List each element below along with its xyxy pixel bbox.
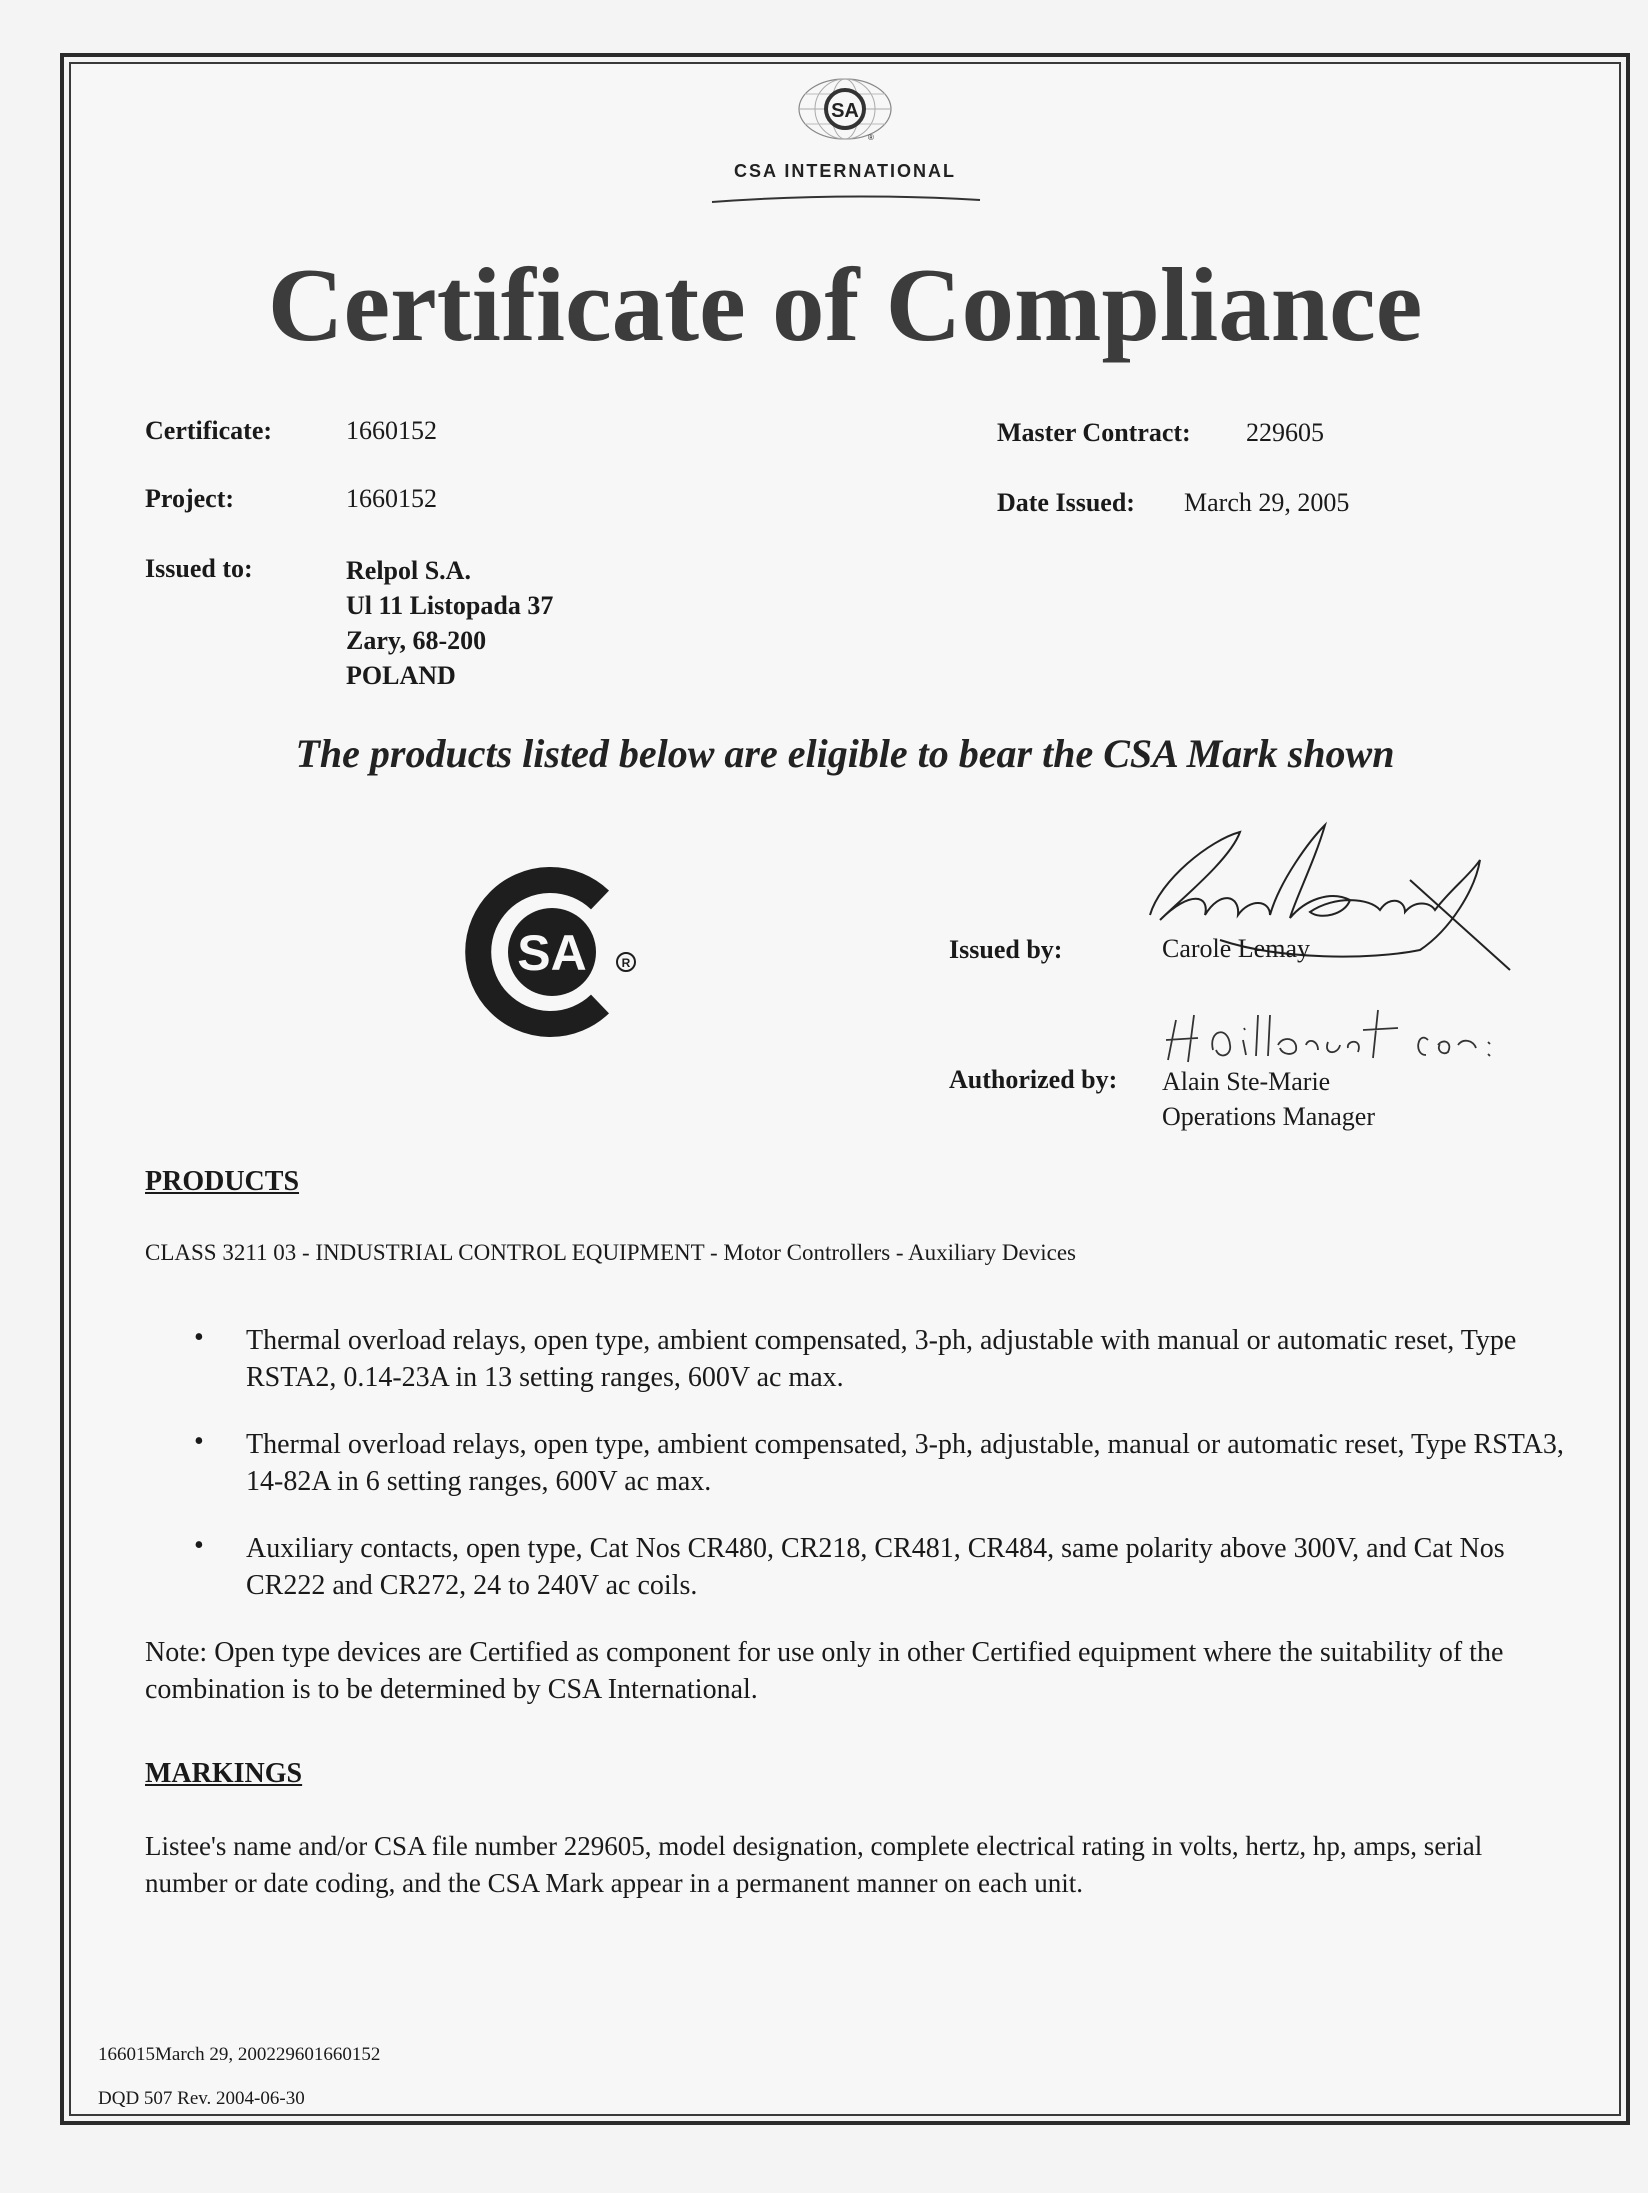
date-issued-label: Date Issued: [997, 488, 1135, 517]
svg-text:®: ® [868, 133, 874, 142]
authorized-by-label: Authorized by: [949, 1065, 1118, 1094]
markings-heading: MARKINGS [145, 1758, 303, 1789]
address-line: POLAND [346, 661, 456, 690]
issued-to-label: Issued to: [145, 554, 253, 583]
bullet-icon: • [194, 1426, 204, 1457]
issued-by-name: Carole Lemay [1162, 934, 1310, 963]
bullet-icon: • [194, 1322, 204, 1353]
products-heading: PRODUCTS [145, 1166, 300, 1197]
certificate-number: 1660152 [346, 416, 437, 445]
authorization-signature [1158, 1000, 1528, 1070]
csa-international-logo [720, 76, 970, 211]
certificate-title: Certificate of Compliance [267, 246, 1423, 363]
csa-mark-icon [460, 862, 650, 1042]
address-line: Ul 11 Listopada 37 [346, 591, 554, 620]
issued-by-label: Issued by: [949, 935, 1063, 964]
product-class-line: CLASS 3211 03 - INDUSTRIAL CONTROL EQUIPMENT - Motor Controllers - Auxiliary Devices [145, 1240, 1077, 1265]
product-item: Thermal overload relays, open type, ambient compensated, 3-ph, adjustable, manual or automatic reset, Type RSTA3, 14-82A in 6 setting ranges, 600V ac max. [246, 1429, 1564, 1497]
svg-text:SA: SA [517, 925, 587, 981]
product-item: Thermal overload relays, open type, ambient compensated, 3-ph, adjustable with manual or automatic reset, Type RSTA2, 0.14-23A in 13 setting ranges, 600V ac max. [246, 1325, 1517, 1393]
eligibility-statement: The products listed below are eligible to bear the CSA Mark shown [295, 731, 1395, 776]
footer-form-line: DQD 507 Rev. 2004-06-30 [98, 2088, 305, 2109]
address-line: Relpol S.A. [346, 556, 471, 585]
svg-text:R: R [621, 956, 631, 970]
master-contract-number: 229605 [1246, 418, 1324, 447]
product-note: Note: Open type devices are Certified as component for use only in other Certified equipment where the suitability of the combination is to be determined by CSA International. [145, 1637, 1504, 1705]
date-issued-value: March 29, 2005 [1184, 488, 1350, 517]
brand-name: CSA INTERNATIONAL [734, 161, 956, 181]
authorized-by-block [1162, 1064, 1375, 1134]
master-contract-label: Master Contract: [997, 418, 1191, 447]
globe-logo-icon [795, 76, 895, 142]
certificate-inner-border [69, 62, 1621, 2116]
authorized-by-title: Operations Manager [1162, 1102, 1375, 1131]
issued-to-address [346, 553, 553, 693]
authorized-by-name: Alain Ste-Marie [1162, 1067, 1331, 1096]
footer-code-line: 166015March 29, 200229601660152 [98, 2044, 381, 2065]
markings-text: Listee's name and/or CSA file number 229605, model designation, complete electrical rating in volts, hertz, hp, amps, serial number or date coding, and the CSA Mark appear in a permanent manner on each unit. [145, 1831, 1483, 1898]
certificate-label: Certificate: [145, 416, 273, 445]
bullet-icon: • [194, 1530, 204, 1561]
address-line: Zary, 68-200 [346, 626, 487, 655]
svg-text:SA: SA [831, 100, 859, 122]
logo-underline [710, 194, 982, 204]
product-item: Auxiliary contacts, open type, Cat Nos CR480, CR218, CR481, CR484, same polarity above 300V, and Cat Nos CR222 and CR272, 24 to 240V ac coils. [246, 1533, 1505, 1601]
project-label: Project: [145, 484, 235, 513]
project-number: 1660152 [346, 484, 437, 513]
